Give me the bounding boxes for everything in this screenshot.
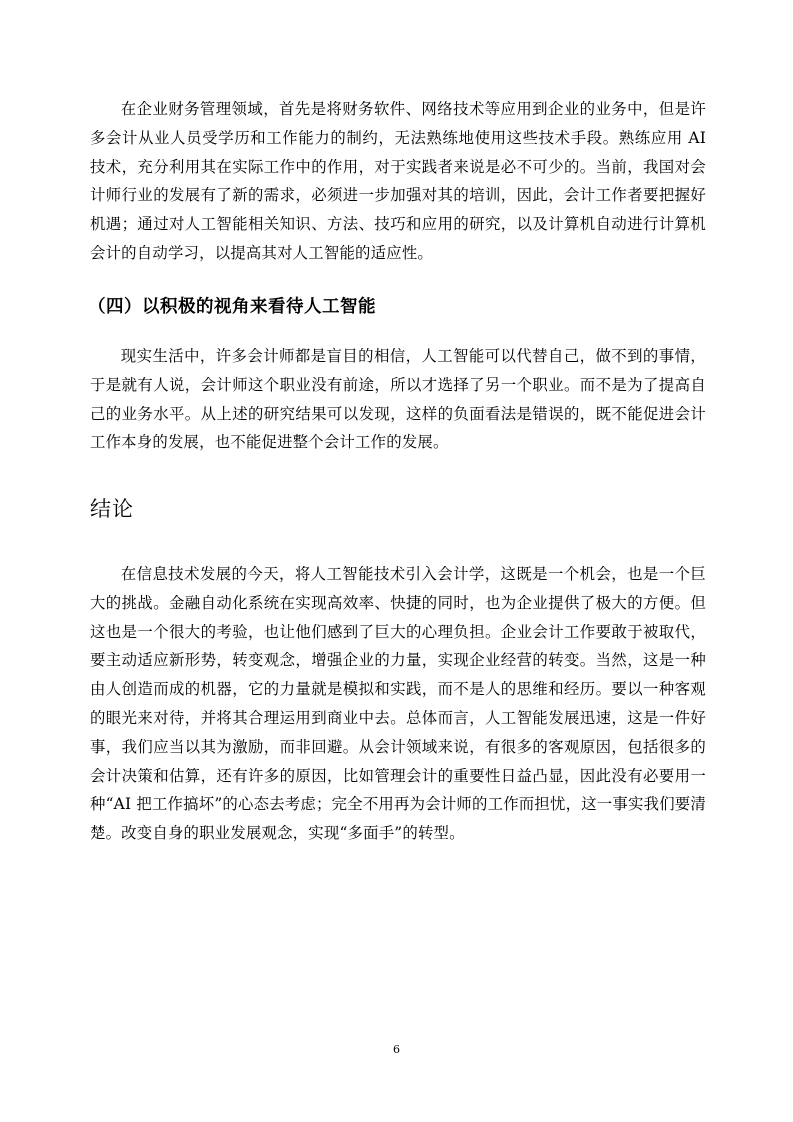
body-paragraph-2: 现实生活中，许多会计师都是盲目的相信，人工智能可以代替自己，做不到的事情，于是就有人说，会计师这个职业没有前途，所以才选择了另一个职业。而不是为了提高自己的业务水平。从上述的研究结果可以发现，这样的负面看法是错误的，既不能促进会计工作本身的发展，也不能促进整个会计工作的发展。: [90, 347, 706, 452]
conclusion-heading: 结论: [90, 497, 134, 521]
section-heading: （四）以积极的视角来看待人工智能: [88, 297, 376, 317]
body-paragraph-1: 在企业财务管理领域，首先是将财务软件、网络技术等应用到企业的业务中，但是许多会计从业人员受学历和工作能力的制约，无法熟练地使用这些技术手段。熟练应用 AI 技术，充分利用其在实际工作中的作用，对于实践者来说是必不可少的。当前，我国对会计师行业的发展有了新的需求，必须进一步加强对其的培训，因此，会计工作者要把握好机遇；通过对人工智能相关知识、方法、技巧和应用的研究，以及计算机自动进行计算机会计的自动学习，以提高其对人工智能的适应性。: [90, 100, 706, 262]
page-number: 6: [393, 1043, 400, 1056]
body-paragraph-3: 在信息技术发展的今天，将人工智能技术引入会计学，这既是一个机会，也是一个巨大的挑战。金融自动化系统在实现高效率、快捷的同时，也为企业提供了极大的方便。但这也是一个很大的考验，也让他们感到了巨大的心理负担。企业会计工作要敢于被取代，要主动适应新形势，转变观念，增强企业的力量，实现企业经营的转变。当然，这是一种由人创造而成的机器，它的力量就是模拟和实践，而不是人的思维和经历。要以一种客观的眼光来对待，并将其合理运用到商业中去。总体而言，人工智能发展迅速，这是一件好事，我们应当以其为激励，而非回避。从会计领域来说，有很多的客观原因，包括很多的会计决策和估算，还有许多的原因，比如管理会计的重要性日益凸显，因此没有必要用一种“AI 把工作搞坏”的心态去考虑；完全不用再为会计师的工作而担忧，这一事实我们要清楚。改变自身的职业发展观念，实现“多面手”的转型。: [90, 565, 706, 843]
